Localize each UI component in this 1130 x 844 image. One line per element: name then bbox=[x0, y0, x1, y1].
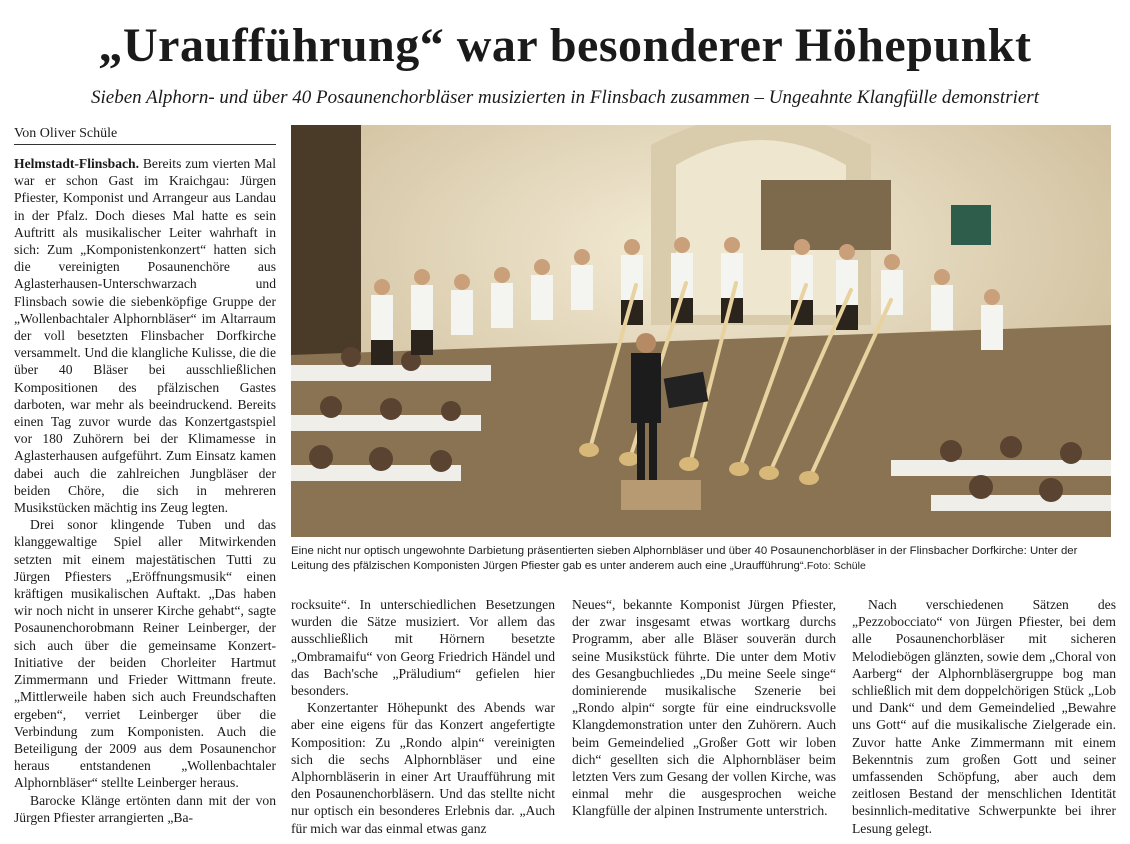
article-column-4 bbox=[852, 596, 1116, 837]
photo-credit: Foto: Schüle bbox=[806, 560, 866, 572]
article-column-1 bbox=[14, 155, 276, 826]
concert-photo bbox=[291, 125, 1111, 537]
paragraph: Barocke Klänge ertönten dann mit der von Jürgen Pfiester arrangierten „Ba- bbox=[14, 792, 276, 825]
paragraph bbox=[14, 155, 276, 516]
article-column-2 bbox=[291, 596, 555, 837]
paragraph: Neues“, bekannte Komponist Jürgen Pfiester, der zwar insgesamt etwas wortkarg durchs Programm, aber alle Bläser souverän durch seine Musikstück führte. Die unter dem Motiv des Gesangbuchliedes „Du meine Seele singe“ dominierende musikalische Szenerie bei „Rondo alpin“ sorgte für eine eindrucksvolle Klangdemonstration unter den Zuhörern. Auch beim Gemeindelied „Großer Gott wir loben dich“ gesellten sich die Alphornbläser beim letzten Vers zum Gesang der vollen Kirche, was einmal mehr die ausgesprochen weiche Klangfülle der alpinen Instrumente unterstrich. bbox=[572, 597, 836, 819]
paragraph: Konzertanter Höhepunkt des Abends war aber eine eigens für das Konzert angefertigte Komposition: Zu „Rondo alpin“ vereinigten sich die sechs Alphornbläser und eine Alphornbläserin in einer Art Uraufführung mit den Posaunenchorbläsern. Und das stellte nicht nur optisch ein besonderes Erlebnis dar. „Auch für mich war das einmal etwas ganz bbox=[291, 700, 555, 836]
subheadline: Sieben Alphorn- und über 40 Posaunenchorbläser musizierten in Flinsbach zusammen – Ungeahnte Klangfülle demonstriert bbox=[91, 87, 1039, 108]
article-column-3 bbox=[572, 596, 836, 820]
church-concert-illustration bbox=[291, 125, 1111, 537]
paragraph-text: Bereits zum vierten Mal war er schon Gast im Kraichgau: Jürgen Pfiester, Komponist und Arrangeur aus Landau in der Pfalz. Doch dieses Mal hatte es sein Auftritt als musikalischer Leiter wahrhaft in sich: Zum „Komponistenkonzert“ hatten sich die vereinigten Posaunenchöre aus Aglasterhausen-Unterschwarzach und Flinsbach sowie die siebenköpfige Gruppe der „Wollenbachtaler Alphornbläser“ im Altarraum der voll besetzten Flinsbacher Dorfkirche versammelt. Und die klangliche Kulisse, die die über 40 Bläser bei ausschließlichen Kompositionen des pfälzischen Gastes darboten, war mehr als beeindruckend. Bereits einen Tag zuvor wurde das Konzertgastspiel vor 180 Zuhörern bei der Klimamesse in Aglasterhausen aufgeführt. Zum Einsatz kamen dabei auch die zahlreichen Jungbläser der beiden Chöre, die sich in mehreren Musikstücken mächtig ins Zeug legten. bbox=[14, 156, 276, 516]
paragraph: Drei sonor klingende Tuben und das klanggewaltige Spiel aller Mitwirkenden setzten mit einem majestätischen Tutti zu Jürgen Pfiesters „Eröffnungsmusik“ einen kräftigen musikalischen Auftakt. „Das haben wir noch nicht in unserer Kirche gehabt“, sagte Posaunenchorobmann Reiner Leinberger, der sich auch über die gemeinsame Konzert-Initiative der beiden Chorleiter Hartmut Zimmermann und Frieder Wittmann freute. „Mittlerweile haben sich auch Freundschaften ergeben“, verriet Leinberger über die Verbindung zum Komponisten. Auch die Beteiligung der 2009 aus dem Posaunenchor heraus entstandenen „Wollenbachtaler Alphornbläser“ stellte Leinberger heraus. bbox=[14, 517, 276, 791]
byline: Von Oliver Schüle bbox=[14, 125, 276, 145]
photo-caption bbox=[291, 544, 1113, 574]
dateline: Helmstadt-Flinsbach. bbox=[14, 156, 139, 171]
paragraph: Nach verschiedenen Sätzen des „Pezzobocciato“ von Jürgen Pfiester, bei dem alle Posaunenchorbläser mit sicheren Melodiebögen glänzten, sowie dem „Choral von Aarberg“ der Alphornbläsergruppe bog man schließlich mit dem doppelchörigen Stück „Lob und Dank“ und dem Gemeindelied „Bewahre uns Gott“ auf die musikalische Zielgerade ein. Zuvor hatte Anke Zimmermann mit einem Bekenntnis zum großen Gott und seiner umfassenden Schöpfung, aber auch dem zeitlosen Bestand der menschlichen Identität besinnlich-meditative Schwerpunkte bei ihrer Lesung gelegt. bbox=[852, 597, 1116, 836]
headline: „Uraufführung“ war besonderer Höhepunkt bbox=[98, 19, 1032, 72]
caption-text: Eine nicht nur optisch ungewohnte Darbietung präsentierten sieben Alphornbläser und über 40 Posaunenchorbläser in der Flinsbacher Dorfkirche: Unter der Leitung des pfälzischen Komponisten Jürgen Pfiester gab es unter anderem auch eine „Uraufführung“. bbox=[291, 545, 1078, 572]
paragraph: rocksuite“. In unterschiedlichen Besetzungen wurden die Sätze musiziert. Vor allem das ausschließlich mit Hörnern besetzte „Ombramaifu“ von Georg Friedrich Händel und das Bach'sche „Präludium“ gefielen hier besonders. bbox=[291, 597, 555, 699]
